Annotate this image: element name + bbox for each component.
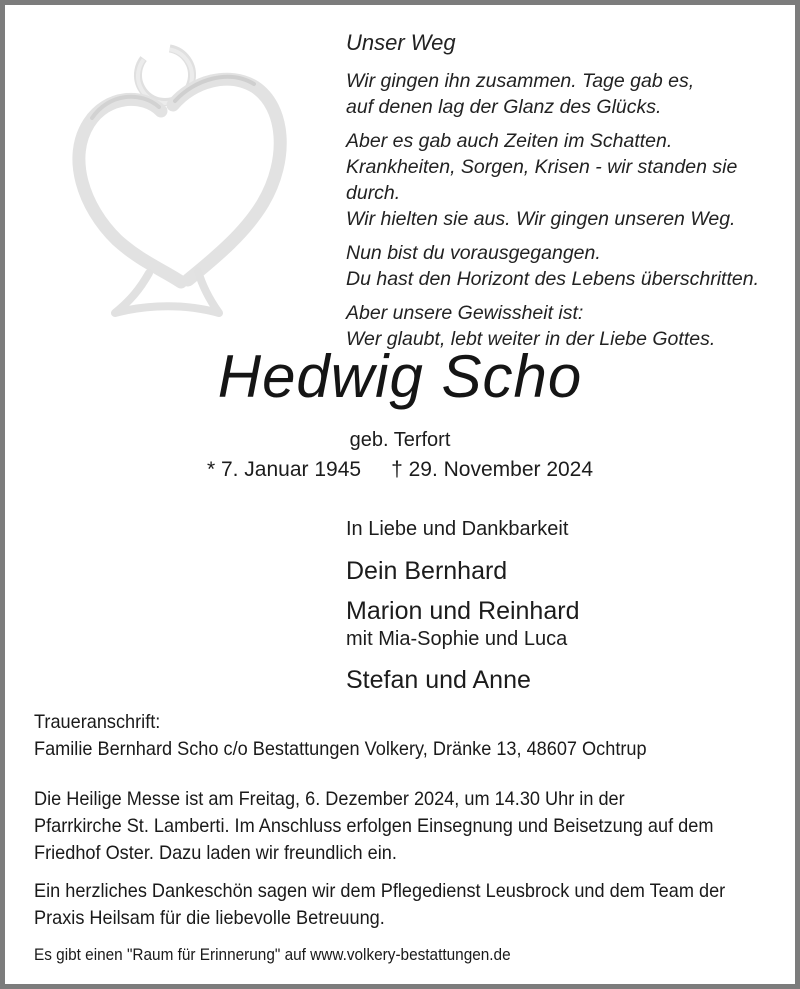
life-dates (5, 457, 795, 483)
poem-line: Aber unsere Gewissheit ist: (346, 302, 584, 324)
poem-line: Wir gingen ihn zusammen. Tage gab es, (346, 70, 695, 92)
heart-left-lobe (79, 99, 181, 282)
thanks-note (34, 878, 759, 932)
mourner-entry: Dein Bernhard (346, 557, 508, 585)
poem-line: Wir hielten sie aus. Wir gingen unseren Weg. (346, 208, 736, 230)
memorial-note-text: Es gibt einen "Raum für Erinnerung" auf (34, 946, 311, 964)
mourning-address: Familie Bernhard Scho c/o Bestattungen Volkery, Dränke 13, 48607 Ochtrup (34, 738, 647, 760)
poem-line: Wer glaubt, lebt weiter in der Liebe Gottes. (346, 328, 716, 350)
mourning-address-label: Traueranschrift: (34, 711, 161, 733)
poem-stanza (346, 128, 786, 232)
deceased-name: Hedwig Scho (217, 343, 583, 410)
birth-date: * 7. Januar 1945 (206, 458, 362, 481)
memorial-note (34, 945, 759, 966)
thanks-line: Praxis Heilsam für die liebevolle Betreuung. (34, 907, 385, 929)
funeral-info-block (34, 709, 759, 966)
poem-line: Aber es gab auch Zeiten im Schatten. (346, 130, 673, 152)
poem-stanza (346, 240, 786, 292)
mourners-intro: In Liebe und Dankbarkeit (346, 518, 569, 540)
poem-line: Krankheiten, Sorgen, Krisen - wir standen sie durch. (346, 156, 738, 204)
poem-line: Nun bist du vorausgegangen. (346, 242, 601, 264)
service-line: Friedhof Oster. Dazu laden wir freundlich ein. (34, 842, 397, 864)
service-line: Pfarrkirche St. Lamberti. Im Anschluss erfolgen Einsegnung und Beisetzung auf dem (34, 815, 714, 837)
heart-right-lobe (173, 79, 280, 280)
poem-title: Unser Weg (346, 30, 456, 55)
angel-heart-emblem (55, 43, 317, 325)
mourner-entry-sub: mit Mia-Sophie und Luca (346, 628, 568, 650)
mourners-block (346, 517, 579, 695)
poem-stanza (346, 68, 786, 120)
service-details (34, 786, 759, 867)
service-line: Die Heilige Messe ist am Freitag, 6. Dezember 2024, um 14.30 Uhr in der (34, 788, 625, 810)
mourner-entry: Stefan und Anne (346, 666, 531, 694)
death-date: † 29. November 2024 (391, 458, 594, 481)
poem-line: auf denen lag der Glanz des Glücks. (346, 96, 662, 118)
memorial-url: www.volkery-bestattungen.de (310, 946, 511, 964)
mourner-entry: Marion und Reinhard (346, 597, 580, 625)
thanks-line: Ein herzliches Dankeschön sagen wir dem Pflegedienst Leusbrock und dem Team der (34, 880, 726, 902)
poem-line: Du hast den Horizont des Lebens überschritten. (346, 268, 759, 290)
poem-block (346, 29, 786, 360)
birth-name: geb. Terfort (349, 429, 451, 451)
